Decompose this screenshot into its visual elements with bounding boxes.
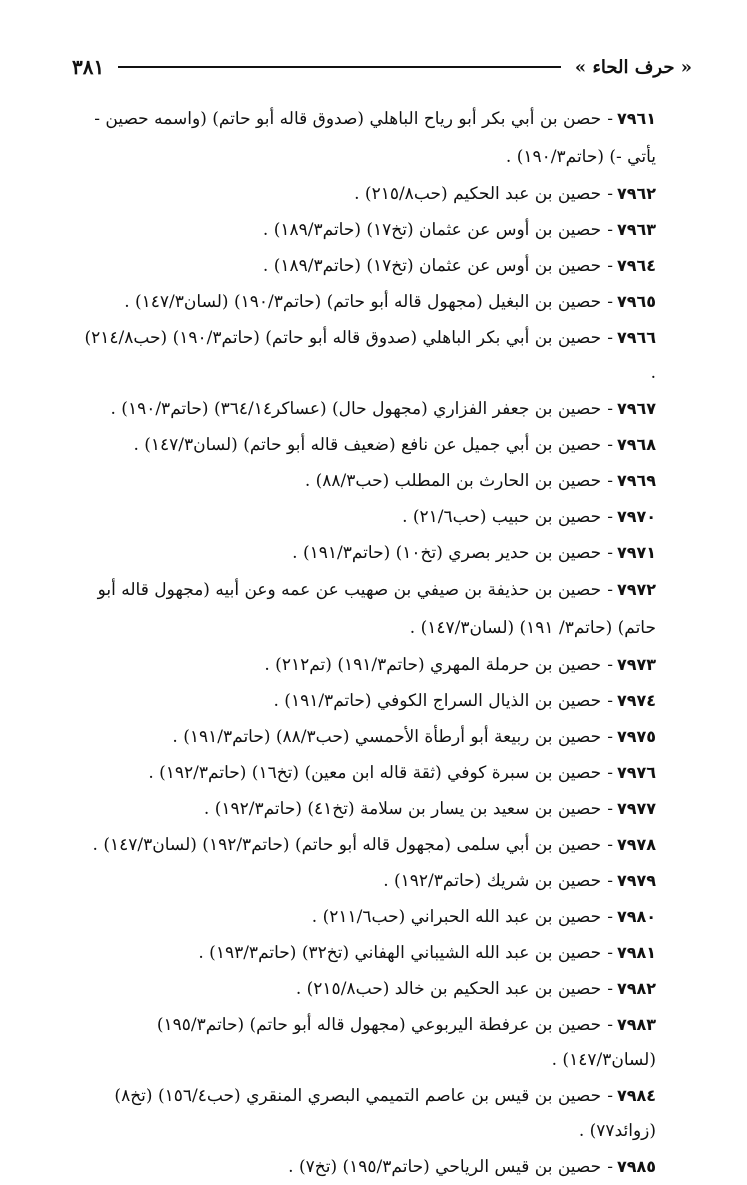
entry-dash: - [607, 580, 613, 600]
entry-dash: - [607, 220, 613, 240]
entry-row [78, 248, 660, 284]
entry-number: ٧٩٧١ [616, 543, 656, 562]
entry-number: ٧٩٧٣ [616, 655, 656, 674]
entry-number: ٧٩٨٢ [616, 979, 656, 998]
entry-row [78, 719, 660, 755]
entry-number: ٧٩٦٧ [616, 399, 656, 418]
entry-text: حصين بن عرفطة اليربوعي (مجهول قاله أبو حاتم) (حاتم١٩٥/٣) (لسان١٤٧/٣) . [156, 1015, 656, 1070]
entry-dash: - [607, 1086, 613, 1106]
entry-dash: - [607, 691, 613, 711]
entry-row [78, 647, 660, 683]
entry-row [78, 212, 660, 248]
entry-dash: - [607, 184, 613, 204]
entry-row [78, 391, 660, 427]
entry-text: حصين بن جعفر الفزاري (مجهول حال) (عساكر٣٦٤/١٤) (حاتم١٩٠/٣) . [110, 399, 602, 419]
entry-number: ٧٩٧٤ [616, 691, 656, 710]
entry-number: ٧٩٧٧ [616, 799, 656, 818]
entry-row [78, 535, 660, 571]
entry-number: ٧٩٧٥ [616, 727, 656, 746]
entry-text: حصين بن أبي بكر الباهلي (صدوق قاله أبو حاتم) (حاتم١٩٠/٣) (حب٢١٤/٨) . [84, 328, 656, 383]
entry-number: ٧٩٧٦ [616, 763, 656, 782]
page-number: ٣٨١ [72, 55, 105, 79]
entry-row [78, 284, 660, 320]
entry-text: حصين بن عبد الله الشيباني الهفاني (تخ٣٢) (حاتم١٩٣/٣) . [198, 943, 602, 963]
entry-text: حصين بن عبد الحكيم بن خالد (حب٢١٥/٨) . [295, 979, 602, 999]
entry-dash: - [607, 727, 613, 747]
entry-row [78, 499, 660, 535]
entry-number: ٧٩٦٥ [616, 292, 656, 311]
entry-text: حصين بن قيس الرياحي (حاتم١٩٥/٣) (تخ٧) . [288, 1157, 602, 1177]
entry-number: ٧٩٧٢ [616, 580, 656, 599]
entry-text: حصين بن ربيعة أبو أرطأة الأحمسي (حب٨٨/٣) (حاتم١٩١/٣) . [172, 727, 602, 747]
entry-row [78, 1149, 660, 1185]
entry-text: حصين بن قيس بن عاصم التميمي البصري المنقري (حب١٥٦/٤) (تخ٨) (زوائد٧٧) . [114, 1086, 656, 1141]
entry-text: حصين بن أوس عن عثمان (تخ١٧) (حاتم١٨٩/٣) . [262, 256, 602, 276]
entry-dash: - [607, 799, 613, 819]
entry-text: حصين بن عبد الحكيم (حب٢١٥/٨) . [354, 184, 602, 204]
entry-text: حصين بن الذيال السراج الكوفي (حاتم١٩١/٣) . [273, 691, 602, 711]
entry-dash: - [607, 835, 613, 855]
entry-text: حصين بن الحارث بن المطلب (حب٨٨/٣) . [304, 471, 602, 491]
entry-dash: - [607, 979, 613, 999]
entry-row [78, 791, 660, 827]
entry-dash: - [607, 871, 613, 891]
entry-text: حصين بن حبيب (حب٢١/٦) . [402, 507, 602, 527]
entry-dash: - [607, 328, 613, 348]
entry-dash: - [607, 543, 613, 563]
entry-text: حصين بن أوس عن عثمان (تخ١٧) (حاتم١٨٩/٣) . [262, 220, 602, 240]
entry-row [78, 571, 660, 647]
entry-number: ٧٩٦٢ [616, 184, 656, 203]
entry-text: حصين بن عبد الله الحبراني (حب٢١١/٦) . [311, 907, 602, 927]
entry-number: ٧٩٧٠ [616, 507, 656, 526]
entry-text: حصين بن أبي سلمى (مجهول قاله أبو حاتم) (حاتم١٩٢/٣) (لسان١٤٧/٣) . [92, 835, 602, 855]
entry-dash: - [607, 763, 613, 783]
entry-row [78, 100, 660, 176]
entry-row [78, 1007, 660, 1078]
entry-dash: - [607, 435, 613, 455]
entry-number: ٧٩٨٠ [616, 907, 656, 926]
entry-dash: - [607, 109, 613, 129]
entry-number: ٧٩٦٩ [616, 471, 656, 490]
entry-text: حصين بن سعيد بن يسار بن سلامة (تخ٤١) (حاتم١٩٢/٣) . [203, 799, 602, 819]
entry-dash: - [607, 256, 613, 276]
entry-row [78, 863, 660, 899]
entry-row [78, 899, 660, 935]
entry-row [78, 827, 660, 863]
page-header [72, 52, 692, 82]
entry-text: حصين بن حرملة المهري (حاتم١٩١/٣) (تم٢١٢) . [264, 655, 602, 675]
entry-list [78, 100, 660, 1185]
entry-row [78, 971, 660, 1007]
entry-number: ٧٩٨١ [616, 943, 656, 962]
entry-row [78, 683, 660, 719]
entry-dash: - [607, 399, 613, 419]
entry-number: ٧٩٦٦ [616, 328, 656, 347]
entry-text: حصن بن أبي بكر أبو رياح الباهلي (صدوق قاله أبو حاتم) (واسمه حصين - يأتي -) (حاتم١٩٠/٣) . [94, 109, 656, 167]
entry-dash: - [607, 1157, 613, 1177]
entry-text: حصين بن حذيفة بن صيفي بن صهيب عن عمه وعن أبيه (مجهول قاله أبو حاتم) (حاتم٣/ ١٩١) (لسان١٤٧/٣) . [97, 580, 656, 638]
entry-number: ٧٩٦٣ [616, 220, 656, 239]
running-title: « حرف الحاء » [574, 56, 692, 78]
entry-dash: - [607, 292, 613, 312]
entry-number: ٧٩٧٨ [616, 835, 656, 854]
entry-row [78, 463, 660, 499]
entry-row [78, 755, 660, 791]
entry-text: حصين بن شريك (حاتم١٩٢/٣) . [383, 871, 602, 891]
entry-number: ٧٩٦٨ [616, 435, 656, 454]
entry-dash: - [607, 655, 613, 675]
entry-dash: - [607, 1015, 613, 1035]
entry-number: ٧٩٨٥ [616, 1157, 656, 1176]
entry-row [78, 320, 660, 391]
entry-dash: - [607, 907, 613, 927]
entry-row [78, 176, 660, 212]
entry-row [78, 935, 660, 971]
entry-text: حصين بن حدير بصري (تخ١٠) (حاتم١٩١/٣) . [292, 543, 602, 563]
entry-number: ٧٩٧٩ [616, 871, 656, 890]
entry-dash: - [607, 943, 613, 963]
entry-dash: - [607, 507, 613, 527]
entry-number: ٧٩٨٣ [616, 1015, 656, 1034]
header-rule [118, 66, 561, 68]
entry-dash: - [607, 471, 613, 491]
entry-number: ٧٩٨٤ [616, 1086, 656, 1105]
entry-text: حصين بن أبي جميل عن نافع (ضعيف قاله أبو حاتم) (لسان١٤٧/٣) . [133, 435, 602, 455]
entry-text: حصين بن البغيل (مجهول قاله أبو حاتم) (حاتم١٩٠/٣) (لسان١٤٧/٣) . [124, 292, 602, 312]
entry-row [78, 1078, 660, 1149]
entry-row [78, 427, 660, 463]
entry-number: ٧٩٦١ [616, 109, 656, 128]
entry-text: حصين بن سبرة كوفي (ثقة قاله ابن معين) (تخ١٦) (حاتم١٩٢/٣) . [148, 763, 602, 783]
entry-number: ٧٩٦٤ [616, 256, 656, 275]
